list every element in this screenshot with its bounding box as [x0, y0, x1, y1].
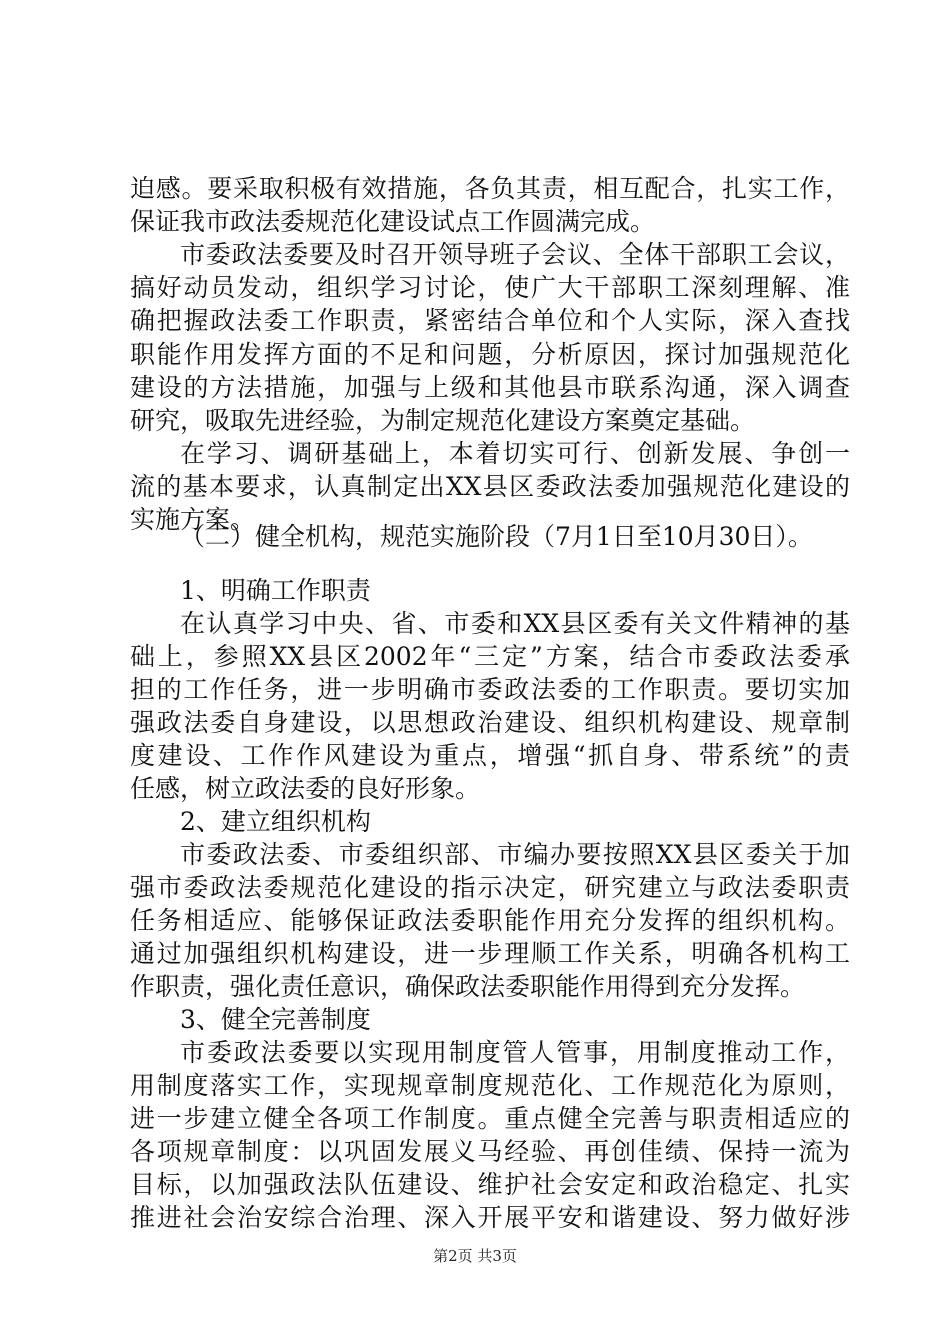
text-line: 础上，参照XX县区2002年“三定”方案，结合市委政法委承	[130, 642, 850, 671]
text-line: 保证我市政法委规范化建设试点工作圆满完成。	[130, 207, 656, 236]
text-line: 目标，以加强政法队伍建设、维护社会安定和政治稳定、扎实	[130, 1170, 850, 1199]
text-line: 市委政法委要以实现用制度管人管事，用制度推动工作，	[180, 1038, 850, 1067]
text-line: 推进社会治安综合治理、深入开展平安和谐建设、努力做好涉	[130, 1203, 850, 1232]
text-line: 职能作用发挥方面的不足和问题，分析原因，探讨加强规范化	[130, 340, 850, 369]
text-line: 流的基本要求，认真制定出XX县区委政法委加强规范化建设的	[130, 472, 850, 501]
text-line: （二）健全机构，规范实施阶段（7月1日至10月30日）。	[180, 522, 813, 551]
text-line: 市委政法委要及时召开领导班子会议、全体干部职工会议，	[180, 240, 850, 269]
text-line: 研究，吸取先进经验，为制定规范化建设方案奠定基础。	[130, 406, 756, 435]
text-line: 强政法委自身建设，以思想政治建设、组织机构建设、规章制	[130, 708, 850, 737]
text-line: 在认真学习中央、省、市委和XX县区委有关文件精神的基	[180, 609, 850, 638]
page-footer: 第2页 共3页	[433, 1247, 517, 1265]
text-line: 用制度落实工作，实现规章制度规范化、工作规范化为原则，	[130, 1071, 850, 1100]
text-line: 2、建立组织机构	[180, 807, 371, 836]
text-line: 担的工作任务，进一步明确市委政法委的工作职责。要切实加	[130, 675, 850, 704]
text-line: 各项规章制度：以巩固发展义马经验、再创佳绩、保持一流为	[130, 1137, 850, 1166]
text-line: 实施方案。	[130, 505, 256, 534]
text-line: 市委政法委、市委组织部、市编办要按照XX县区委关于加	[180, 840, 850, 869]
text-line: 建设的方法措施，加强与上级和其他县市联系沟通，深入调查	[130, 373, 850, 402]
text-line: 进一步建立健全各项工作制度。重点健全完善与职责相适应的	[130, 1104, 850, 1133]
text-line: 迫感。要采取积极有效措施，各负其责，相互配合，扎实工作，	[130, 174, 850, 203]
text-line: 任务相适应、能够保证政法委职能作用充分发挥的组织机构。	[130, 906, 850, 935]
text-line: 作职责，强化责任意识，确保政法委职能作用得到充分发挥。	[130, 972, 806, 1001]
text-line: 搞好动员发动，组织学习讨论，使广大干部职工深刻理解、准	[130, 273, 850, 302]
text-line: 在学习、调研基础上，本着切实可行、创新发展、争创一	[180, 439, 850, 468]
text-line: 3、健全完善制度	[180, 1005, 371, 1034]
text-line: 任感，树立政法委的良好形象。	[130, 774, 481, 803]
text-line: 强市委政法委规范化建设的指示决定，研究建立与政法委职责	[130, 873, 850, 902]
text-line: 确把握政法委工作职责，紧密结合单位和个人实际，深入查找	[130, 306, 850, 335]
text-line: 度建设、工作作风建设为重点，增强“抓自身、带系统”的责	[130, 741, 850, 770]
text-line: 通过加强组织机构建设，进一步理顺工作关系，明确各机构工	[130, 939, 850, 968]
text-line: 1、明确工作职责	[180, 576, 371, 605]
